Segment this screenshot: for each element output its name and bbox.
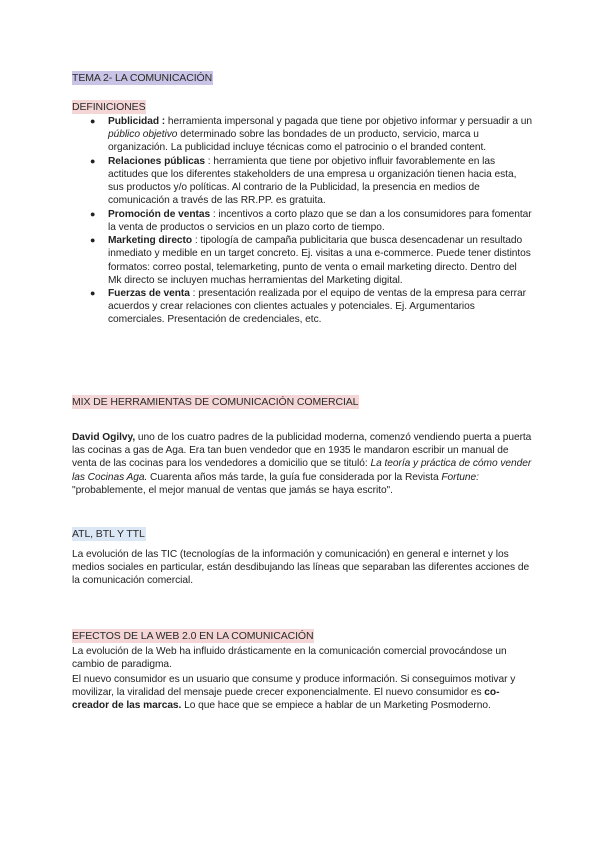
definiciones-heading xyxy=(72,100,146,114)
definition-term: Promoción de ventas xyxy=(108,208,211,220)
bullet-icon: ● xyxy=(90,288,96,299)
definition-text: : herramienta que tiene por objetivo influir favorablemente en las actitudes que los diferentes stakeholders de una empresa u organización tienen hacia esta, sus productos y/o políticas. Al contrario de la Publicidad, la presencia en medios de comunicación a través de las RR.PP. es gratuita. xyxy=(108,155,517,207)
bullet-icon: ● xyxy=(90,235,96,246)
web-text-before: El nuevo consumidor es un usuario que consume y produce información. Si conseguimos motivar y movilizar, la viralidad del mensaje puede crecer exponencialmente. El nuevo consumidor es xyxy=(72,674,516,699)
definition-item-marketing-directo xyxy=(72,234,532,286)
definition-text: determinado sobre las bondades de un producto, servicio, marca u organización. La publicidad incluye técnicas como el patrocinio o el branded content. xyxy=(108,129,487,154)
web-paragraph-1: La evolución de la Web ha influido drásticamente en la comunicación comercial provocándose un cambio de paradigma. xyxy=(72,646,507,671)
ogilvy-text-2: Cuarenta años más tarde, la guía fue considerada por la Revista xyxy=(147,471,442,483)
definition-term: Marketing directo xyxy=(108,235,193,247)
bullet-icon: ● xyxy=(90,116,96,126)
page-title-text: TEMA 2- LA COMUNICACIÓN xyxy=(72,72,213,84)
definition-item-promocion-ventas xyxy=(72,208,532,234)
definition-text: herramienta impersonal y pagada que tiene por objetivo informar y persuadir a un xyxy=(165,116,533,127)
definition-text: : tipología de campaña publicitaria que busca desencadenar un resultado inmediato y medible en un target concreto. Ej. visitas a una e-commerce. Puede tener distintos formatos: correo postal, telemarketing, punto de venta o email marketing directo. Dentro del Mk directo se incluyen muchas herramientas del Marketing digital. xyxy=(108,235,531,286)
ogilvy-book-title: La teoría y práctica de cómo vender las Cocinas Aga. xyxy=(72,458,532,483)
definiciones-heading-text: DEFINICIONES xyxy=(72,101,146,113)
definition-emphasis: público objetivo xyxy=(108,129,178,141)
web-heading-text: EFECTOS DE LA WEB 2.0 EN LA COMUNICACIÓN xyxy=(72,630,314,642)
definition-term: Fuerzas de venta xyxy=(108,288,190,300)
atl-heading-text: ATL, BTL Y TTL xyxy=(72,528,145,540)
definition-item-publicidad xyxy=(72,115,532,154)
mix-heading xyxy=(72,395,359,409)
ogilvy-text-3: "probablemente, el mejor manual de ventas que jamás se haya escrito". xyxy=(72,484,393,496)
web-heading xyxy=(72,629,314,643)
ogilvy-paragraph xyxy=(72,431,534,497)
definition-text: : presentación realizada por el equipo de ventas de la empresa para cerrar acuerdos y crear relaciones con clientes actuales y potenciales. Ej. Argumentarios comerciales. Presentación de credenciales, etc. xyxy=(108,288,526,326)
ogilvy-name: David Ogilvy, xyxy=(72,432,136,443)
definition-item-fuerzas-venta xyxy=(72,287,532,326)
definition-item-relaciones-publicas xyxy=(72,155,532,207)
web-paragraph-2 xyxy=(72,673,534,713)
atl-paragraph: La evolución de las TIC (tecnologías de la información y comunicación) en general e internet y los medios sociales en particular, están desdibujando las líneas que separaban las diferentes acciones de la comunicación comercial. xyxy=(72,549,530,587)
bullet-icon: ● xyxy=(90,155,96,166)
definitions-list xyxy=(72,115,532,327)
ogilvy-magazine: Fortune: xyxy=(441,471,479,483)
web-text-after: Lo que hace que se empiece a hablar de un Marketing Posmoderno. xyxy=(181,700,491,712)
web-bold-text: co-creador de las marcas. xyxy=(72,687,500,712)
page-title xyxy=(72,71,213,85)
definition-term: Publicidad : xyxy=(108,116,166,127)
mix-heading-text: MIX DE HERRAMIENTAS DE COMUNICACIÓN COMERCIAL xyxy=(72,396,359,408)
definition-text: : incentivos a corto plazo que se dan a los consumidores para fomentar la venta de productos o servicios en un plazo corto de tiempo. xyxy=(108,208,532,233)
definition-term: Relaciones públicas xyxy=(108,155,206,167)
bullet-icon: ● xyxy=(90,208,96,219)
ogilvy-text-1: uno de los cuatro padres de la publicidad moderna, comenzó vendiendo puerta a puerta las cocinas a gas de Aga. Era tan buen vendedor que en 1935 le mandaron escribir un manual de venta de las cocinas para los vendedores a domicilio que se tituló: xyxy=(72,432,532,470)
atl-heading xyxy=(72,527,146,541)
